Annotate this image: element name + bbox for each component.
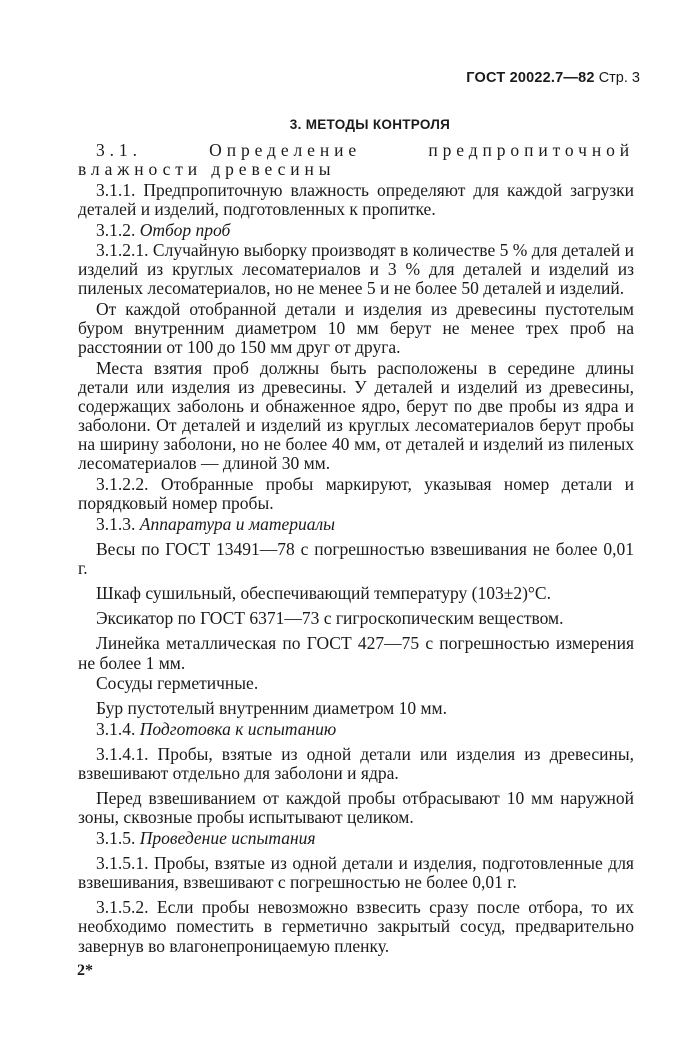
clause-3-1-5-2: 3.1.5.2. Если пробы невозможно взвесить сразу после отбора, то их необходимо поместить в герметично закрытый сосуд, предварительно завернув во влагонепроницаемую пленку. xyxy=(78,897,634,956)
standard-code: ГОСТ 20022.7—82 xyxy=(466,70,595,86)
page-header xyxy=(466,70,640,86)
clause-number: 3.1.2. xyxy=(96,219,136,240)
clause-3-1-1: 3.1.1. Предпропиточную влажность определяют для каждой загрузки деталей и изделий, подготовленных к пропитке. xyxy=(78,179,634,219)
body-text xyxy=(78,141,634,957)
page-number: Стр. 3 xyxy=(598,70,640,86)
paragraph-sample-locations: Места взятия проб должны быть расположены в середине длины детали или изделия из древесины. У деталей и изделий из древесины, содержащих заболонь и обнаженное ядро, берут по две пробы из ядра и заболони. От деталей и изделий из круглых лесоматериалов берут пробы на ширину заболони, но не более 40 мм, от деталей и изделий из пиленых лесоматериалов — длиной 30 мм. xyxy=(78,358,634,474)
equipment-ruler: Линейка металлическая по ГОСТ 427—75 с погрешностью измерения не более 1 мм. xyxy=(78,633,634,673)
italic-heading: Подготовка к испытанию xyxy=(139,718,337,739)
paragraph-weighing-prep: Перед взвешиванием от каждой пробы отбрасывают 10 мм наружной зоны, сквозные пробы испытывают целиком. xyxy=(78,788,634,828)
equipment-oven: Шкаф сушильный, обеспечивающий температуру (103±2)°С. xyxy=(96,583,551,604)
paragraph-sampling: От каждой отобранной детали и изделия из древесины пустотелым буром внутренним диаметром 10 мм берут не менее трех проб на расстоянии от 100 до 150 мм друг от друга. xyxy=(78,299,634,358)
equipment-scales: Весы по ГОСТ 13491—78 с погрешностью взвешивания не более 0,01 г. xyxy=(78,539,634,579)
italic-heading: Аппаратура и материалы xyxy=(139,513,335,534)
clause-number: 3.1.5. xyxy=(96,828,136,849)
clause-3-1-2-1: 3.1.2.1. Случайную выборку производят в количестве 5 % для деталей и изделий из круглых лесоматериалов и 3 % для деталей и изделий из пиленых лесоматериалов, но не менее 5 и не более 50 деталей и изделий. xyxy=(78,240,634,299)
clause-3-1-4 xyxy=(78,720,634,739)
clause-3-1-2-2: 3.1.2.2. Отобранные пробы маркируют, указывая номер детали и порядковый номер пробы. xyxy=(78,474,634,514)
section-title: 3. МЕТОДЫ КОНТРОЛЯ xyxy=(289,117,451,132)
clause-3-1-4-1: 3.1.4.1. Пробы, взятые из одной детали или изделия из древесины, взвешивают отдельно для заболони и ядра. xyxy=(78,744,634,784)
clause-3-1-2 xyxy=(78,221,634,240)
clause-number: 3.1.3. xyxy=(96,513,136,534)
clause-3-1-3 xyxy=(78,515,634,534)
clause-3-1-5 xyxy=(78,829,634,848)
equipment-vessels: Сосуды герметичные. xyxy=(96,673,259,694)
italic-heading: Отбор проб xyxy=(139,219,231,240)
clause-number: 3.1.4. xyxy=(96,718,136,739)
signature-mark: 2* xyxy=(77,962,93,979)
equipment-drill: Бур пустотелый внутренним диаметром 10 мм. xyxy=(96,698,448,719)
clause-3-1: 3.1. Определение предпропиточной влажности древесины xyxy=(78,140,634,180)
italic-heading: Проведение испытания xyxy=(139,828,316,849)
equipment-desiccator: Эксикатор по ГОСТ 6371—73 с гигроскопическим веществом. xyxy=(96,608,564,629)
clause-3-1-5-1: 3.1.5.1. Пробы, взятые из одной детали и изделия, подготовленные для взвешивания, взвешивают с погрешностью не более 0,01 г. xyxy=(78,853,634,893)
